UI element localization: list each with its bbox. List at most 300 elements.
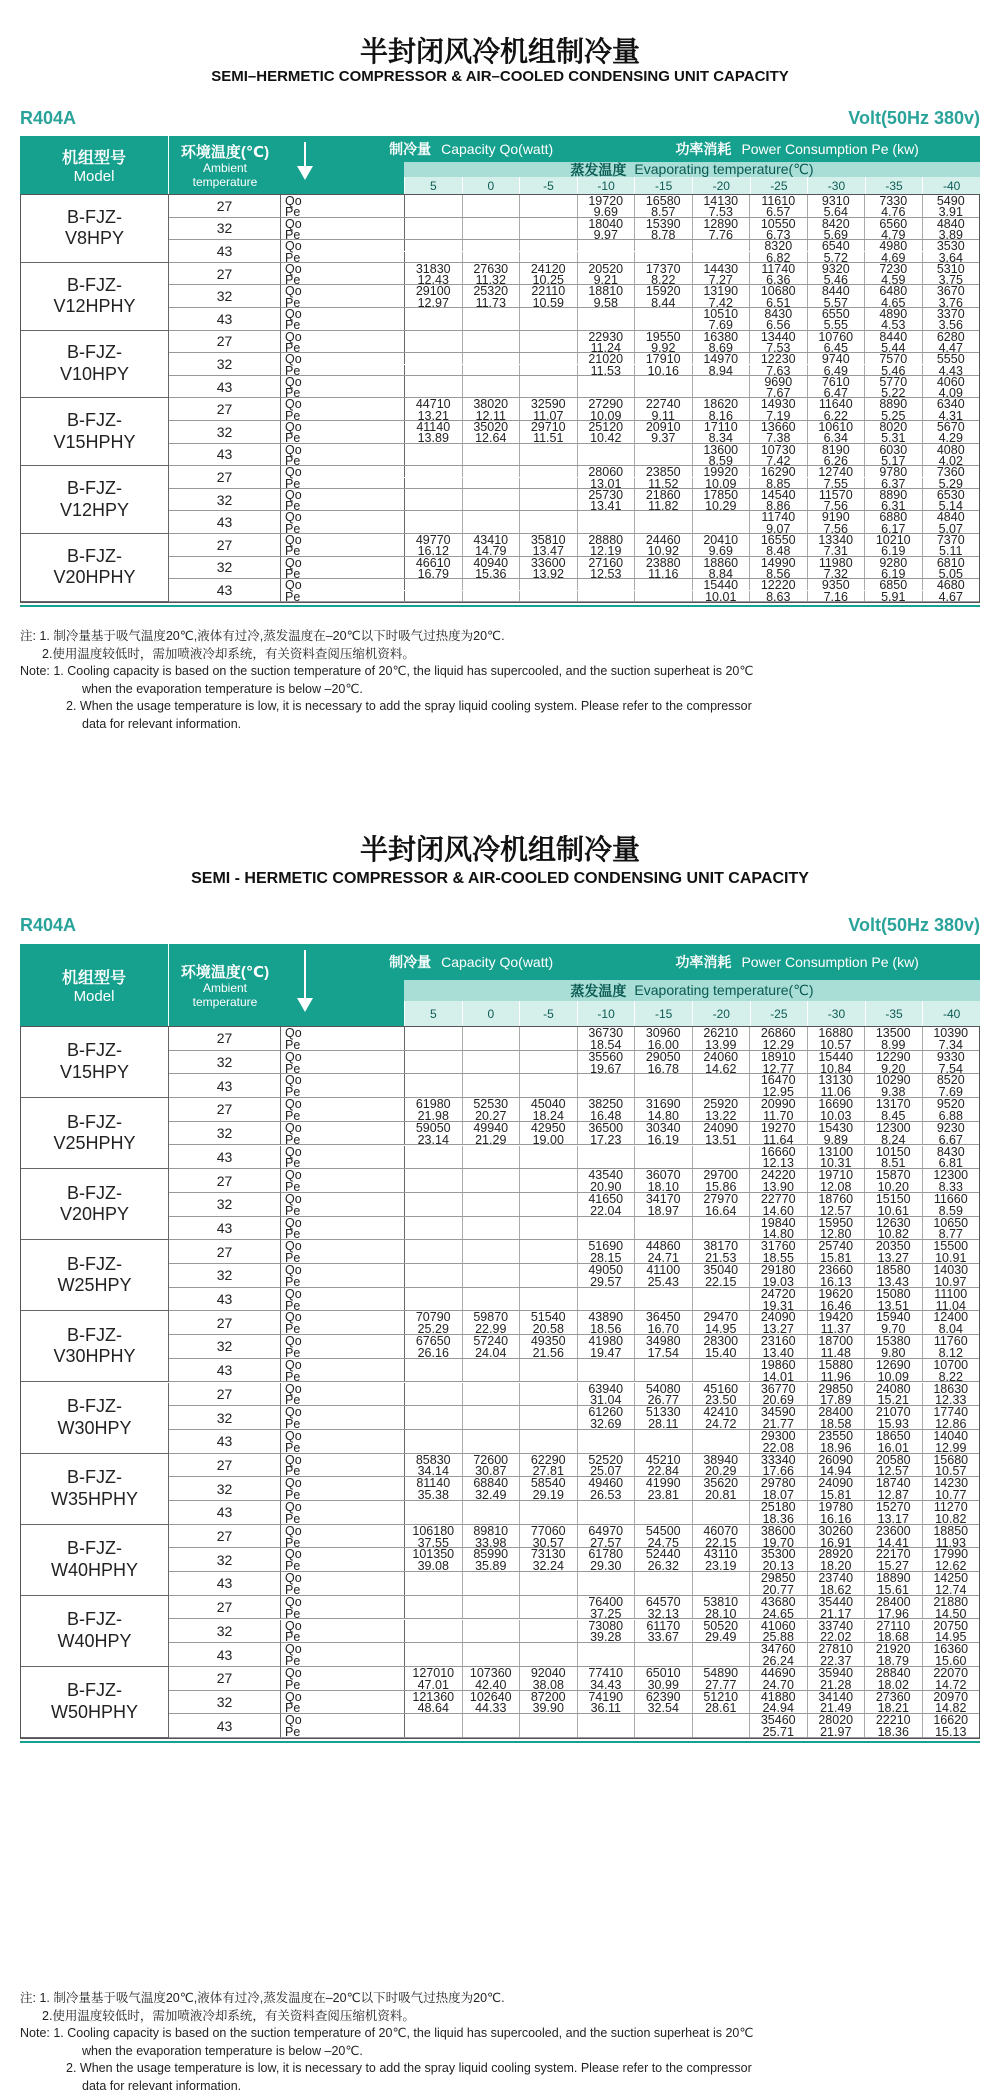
cell-value — [405, 1572, 463, 1584]
cell-value: 7570 — [865, 353, 923, 364]
data-row-pe — [281, 591, 979, 602]
cell-value: 9.21 — [578, 274, 636, 284]
data-row-pe — [281, 455, 979, 466]
cell-value — [635, 1442, 693, 1453]
cell-value: 106180 — [405, 1525, 463, 1537]
row-label: Qo — [281, 1596, 405, 1608]
model-name-line2: V12HPY — [59, 499, 130, 520]
cell-value — [405, 1157, 463, 1168]
data-row-qo — [281, 1027, 979, 1039]
header-model-zh: 机组型号 — [61, 150, 126, 167]
cell-value — [635, 1359, 693, 1371]
cell-value: 15.86 — [693, 1181, 751, 1192]
cell-value — [463, 1513, 521, 1524]
cell-value: 17850 — [693, 489, 751, 500]
cell-value: 34140 — [808, 1691, 866, 1703]
cell-value: 11610 — [750, 195, 808, 206]
cell-value: 34.14 — [405, 1465, 463, 1476]
cell-value: 102640 — [463, 1691, 521, 1703]
row-label: Pe — [281, 1228, 405, 1239]
cell-value: 6.47 — [808, 387, 866, 397]
cell-value: 12.97 — [405, 297, 463, 307]
cell-value: 6.82 — [750, 252, 808, 262]
cell-value — [463, 444, 521, 455]
model-name-line1: B-FJZ- — [67, 1182, 122, 1203]
cell-value: 41990 — [635, 1477, 693, 1489]
ambient-temp: 27 — [169, 263, 281, 286]
down-arrow-icon — [304, 142, 306, 178]
cell-value: 18.96 — [808, 1442, 866, 1453]
data-row-pe — [281, 478, 979, 489]
data-row-qo — [281, 1335, 979, 1347]
cell-value: 15.61 — [865, 1584, 923, 1595]
cell-value — [635, 1157, 693, 1168]
cell-value: 22110 — [520, 285, 578, 296]
cell-value: 36770 — [750, 1383, 808, 1395]
cell-value: 4060 — [936, 374, 965, 389]
cell-value — [520, 1288, 578, 1300]
ambient-temp: 32 — [169, 1477, 281, 1501]
cell-value: 16290 — [750, 466, 808, 477]
cell-value: 26.32 — [635, 1560, 693, 1571]
cell-value: 9.70 — [865, 1323, 923, 1334]
cell-value — [578, 1157, 636, 1168]
cell-value: 14.95 — [935, 1630, 967, 1645]
data-row-qo — [281, 1098, 979, 1110]
row-label: Pe — [281, 1134, 405, 1145]
cell-value: 85990 — [463, 1548, 521, 1560]
cell-value: 13130 — [808, 1074, 866, 1086]
data-row-pe — [281, 365, 979, 376]
cell-value: 22.15 — [693, 1537, 751, 1548]
cell-value — [463, 466, 521, 477]
cell-value — [635, 240, 693, 251]
cell-value: 16.79 — [405, 568, 463, 578]
model-name-line2: W40HPHY — [50, 1559, 139, 1580]
cell-value — [520, 319, 578, 329]
power-zh: 功率消耗 — [675, 954, 732, 970]
data-row-pe — [281, 1584, 979, 1596]
cell-value: 41100 — [635, 1264, 693, 1276]
cell-value: 19780 — [808, 1501, 866, 1513]
cell-value — [405, 1418, 463, 1429]
row-label: Pe — [281, 1465, 405, 1476]
cell-value — [635, 1430, 693, 1442]
cell-value: 51330 — [635, 1406, 693, 1418]
cell-value: 38170 — [693, 1240, 751, 1252]
cell-value — [693, 1572, 751, 1584]
row-label: Qo — [281, 1667, 405, 1679]
temp-columns — [404, 177, 980, 194]
ambient-temp: 43 — [169, 1146, 281, 1170]
data-row-pe — [281, 342, 979, 353]
cell-value: 14.82 — [935, 1701, 967, 1716]
cell-value: 8.45 — [865, 1110, 923, 1121]
cell-value: 18760 — [808, 1193, 866, 1205]
cell-value: 6.22 — [808, 410, 866, 420]
cell-value: 49460 — [578, 1477, 636, 1489]
cell-value: 10.57 — [808, 1039, 866, 1050]
model-name — [21, 1454, 169, 1525]
cell-value: 43680 — [750, 1596, 808, 1608]
cell-value — [463, 1442, 521, 1453]
model-name — [21, 466, 169, 534]
cell-value: 19840 — [750, 1217, 808, 1229]
row-label: Qo — [281, 1027, 405, 1039]
cell-value: 16.64 — [693, 1205, 751, 1216]
ambient-temp: 43 — [169, 579, 281, 602]
cell-value: 15.21 — [865, 1394, 923, 1405]
cell-value: 24.65 — [750, 1608, 808, 1619]
cell-value — [405, 387, 463, 397]
cell-value: 26.53 — [578, 1489, 636, 1500]
cell-value — [520, 353, 578, 364]
cell-value: 7.31 — [808, 545, 866, 555]
cell-value — [520, 229, 578, 239]
cell-value: 77060 — [520, 1525, 578, 1537]
cell-value: 7330 — [865, 195, 923, 206]
cell-value — [520, 240, 578, 251]
cell-value: 9350 — [808, 579, 866, 590]
ambient-temp: 32 — [169, 489, 281, 512]
temp-col-7: -30 — [807, 1001, 865, 1026]
cell-value: 19.70 — [750, 1537, 808, 1548]
cell-value: 15.60 — [935, 1654, 967, 1669]
model-name-line1: B-FJZ- — [67, 1040, 122, 1061]
cell-value: 8.22 — [635, 274, 693, 284]
cell-value: 15430 — [808, 1122, 866, 1134]
data-row-qo — [281, 557, 979, 568]
cell-value — [578, 308, 636, 319]
model-name-line1: B-FJZ- — [67, 477, 122, 498]
cell-value — [405, 1406, 463, 1418]
cell-value — [463, 1501, 521, 1513]
cell-value — [463, 1418, 521, 1429]
cell-value: 16.00 — [635, 1039, 693, 1050]
cell-value: 11760 — [933, 1334, 968, 1349]
cell-value — [520, 218, 578, 229]
cell-value: 21860 — [635, 489, 693, 500]
cell-value: 24460 — [635, 534, 693, 545]
cell-value — [520, 1086, 578, 1097]
temp-col-1: 0 — [462, 1001, 520, 1026]
cell-value: 9520 — [936, 1097, 965, 1112]
model-name-line2: W35HPHY — [50, 1488, 139, 1509]
cell-value: 25.07 — [578, 1465, 636, 1476]
cell-value — [463, 1193, 521, 1205]
cell-value — [520, 195, 578, 206]
cell-value: 20410 — [693, 534, 751, 545]
cell-value: 4080 — [936, 442, 965, 457]
cell-value — [520, 1193, 578, 1205]
cell-value: 13440 — [750, 331, 808, 342]
cell-value: 7.63 — [750, 365, 808, 375]
cell-value: 13190 — [693, 285, 751, 296]
cell-value: 9.92 — [635, 342, 693, 352]
cell-value: 10.01 — [693, 591, 751, 601]
cell-value: 8.85 — [750, 478, 808, 488]
cell-value: 11.04 — [935, 1298, 966, 1313]
cell-value: 10.31 — [808, 1157, 866, 1168]
cell-value: 7.19 — [750, 410, 808, 420]
cell-value: 5.11 — [939, 544, 963, 559]
cell-value: 27.57 — [578, 1537, 636, 1548]
cell-value: 32590 — [520, 398, 578, 409]
cell-value: 44710 — [405, 398, 463, 409]
cell-value: 27160 — [578, 557, 636, 568]
cell-value — [405, 1620, 463, 1632]
row-label: Pe — [281, 591, 405, 601]
row-label: Pe — [281, 1371, 405, 1382]
cell-value: 15440 — [808, 1051, 866, 1063]
cell-value: 27290 — [578, 398, 636, 409]
cell-value: 8020 — [865, 421, 923, 432]
cell-value — [635, 308, 693, 319]
cell-value: 39.08 — [405, 1560, 463, 1571]
cell-value: 13340 — [808, 534, 866, 545]
cell-value: 18700 — [808, 1335, 866, 1347]
cell-value: 21.28 — [808, 1679, 866, 1690]
cell-value: 16.46 — [808, 1300, 866, 1311]
row-label: Pe — [281, 500, 405, 510]
cell-value: 52520 — [578, 1454, 636, 1466]
cell-value: 6.67 — [938, 1132, 963, 1147]
data-row-pe — [281, 1418, 979, 1430]
cell-value — [463, 1051, 521, 1063]
cell-value: 9740 — [808, 353, 866, 364]
cell-value: 8.24 — [865, 1134, 923, 1145]
cell-value: 14.72 — [935, 1677, 967, 1692]
cell-value: 21020 — [578, 353, 636, 364]
cell-value: 18740 — [865, 1477, 923, 1489]
cell-value: 8430 — [750, 308, 808, 319]
note-line: data for relevant information. — [82, 2078, 242, 2093]
voltage-label: Volt(50Hz 380v) — [848, 108, 980, 128]
cell-value: 18.02 — [865, 1679, 923, 1690]
cell-value: 54890 — [693, 1667, 751, 1679]
cell-value — [405, 1501, 463, 1513]
data-row-qo — [281, 352, 979, 367]
row-label: Qo — [281, 489, 405, 500]
cell-value — [693, 240, 751, 251]
cell-value — [520, 1631, 578, 1642]
data-row-pe — [281, 205, 979, 220]
cell-value — [520, 1596, 578, 1608]
cell-value: 49050 — [578, 1264, 636, 1276]
cell-value: 51690 — [578, 1240, 636, 1252]
cell-value — [635, 1714, 693, 1726]
cell-value: 41140 — [405, 421, 463, 432]
data-row-qo — [281, 195, 979, 206]
cell-value — [405, 1205, 463, 1216]
header-model — [20, 136, 168, 194]
cell-value: 3.75 — [938, 273, 963, 288]
cell-value: 12.95 — [750, 1086, 808, 1097]
model-name — [21, 263, 169, 331]
data-row-qo — [281, 489, 979, 500]
cell-value: 22.37 — [808, 1655, 866, 1666]
row-label: Qo — [281, 1240, 405, 1252]
cell-value — [463, 342, 521, 352]
cell-value: 49770 — [405, 534, 463, 545]
capacity-en: Capacity Qo(watt) — [441, 141, 554, 157]
cell-value: 10.03 — [808, 1110, 866, 1121]
table-header — [20, 136, 980, 194]
row-label: Pe — [281, 1323, 405, 1334]
cell-value — [463, 591, 521, 601]
cell-value — [693, 1359, 751, 1371]
cell-value: 14130 — [693, 195, 751, 206]
row-label: Pe — [281, 365, 405, 375]
model-name-line1: B-FJZ- — [67, 1680, 122, 1701]
cell-value: 15380 — [865, 1335, 923, 1347]
cell-value — [693, 387, 751, 397]
model-name — [21, 1311, 169, 1382]
cell-value: 22210 — [865, 1714, 923, 1726]
ambient-temp: 32 — [169, 1620, 281, 1644]
cell-value — [520, 1217, 578, 1229]
cell-value — [520, 478, 578, 488]
row-label: Qo — [281, 195, 405, 206]
model-name-line1: B-FJZ- — [67, 1538, 122, 1559]
cell-value — [463, 1228, 521, 1239]
cell-value — [693, 1501, 751, 1513]
cell-value: 85830 — [405, 1454, 463, 1466]
cell-value: 8890 — [865, 489, 923, 500]
cell-value — [693, 1228, 751, 1239]
row-label: Qo — [281, 1548, 405, 1560]
cell-value — [635, 1146, 693, 1158]
model-name — [21, 1027, 169, 1098]
model-name-line1: B-FJZ- — [67, 1111, 122, 1132]
cell-value: 7.53 — [693, 206, 751, 216]
cell-value: 17.89 — [808, 1394, 866, 1405]
cell-value — [463, 478, 521, 488]
row-label: Qo — [281, 1074, 405, 1086]
cell-value: 14930 — [750, 398, 808, 409]
cell-value: 33600 — [520, 557, 578, 568]
cell-value: 16360 — [933, 1642, 969, 1657]
cell-value: 4.09 — [938, 386, 963, 401]
cell-value: 14.95 — [693, 1323, 751, 1334]
row-label: Qo — [281, 1383, 405, 1395]
cell-value: 27.77 — [693, 1679, 751, 1690]
cell-value: 12.43 — [405, 274, 463, 284]
cell-value: 8.34 — [693, 432, 751, 442]
cell-value — [405, 500, 463, 510]
cell-value — [463, 1584, 521, 1595]
cell-value: 24.71 — [635, 1252, 693, 1263]
cell-value — [578, 579, 636, 590]
ambient-temp: 27 — [169, 1454, 281, 1478]
row-label: Qo — [281, 1169, 405, 1181]
cell-value: 47.01 — [405, 1679, 463, 1690]
note-line: 2.使用温度较低时，需加喷液冷却系统，有关资料查阅压缩机资料。 — [42, 2008, 415, 2023]
cell-value: 17.96 — [865, 1608, 923, 1619]
cell-value — [578, 1086, 636, 1097]
cell-value: 11.93 — [935, 1535, 966, 1550]
row-label: Qo — [281, 398, 405, 409]
cell-value: 18810 — [578, 285, 636, 296]
ambient-temp: 43 — [169, 1714, 281, 1738]
ambient-temp: 43 — [169, 1643, 281, 1667]
row-label: Qo — [281, 331, 405, 342]
model-name-line2: V15HPY — [59, 1062, 130, 1083]
cell-value — [405, 1169, 463, 1181]
cell-value: 13.40 — [750, 1347, 808, 1358]
cell-value — [693, 523, 751, 533]
model-name-line1: B-FJZ- — [67, 1395, 122, 1416]
data-row-pe — [281, 1039, 979, 1051]
cell-value: 10.16 — [635, 365, 693, 375]
cell-value: 32.13 — [635, 1608, 693, 1619]
temp-col-8: -35 — [865, 177, 923, 194]
data-row-pe — [281, 1300, 979, 1312]
data-row-pe — [281, 499, 979, 514]
ambient-temp: 27 — [169, 398, 281, 421]
model-name-line1: B-FJZ- — [67, 1324, 122, 1345]
cell-value: 11.32 — [463, 274, 521, 284]
model-name — [21, 398, 169, 466]
cell-value: 67650 — [405, 1335, 463, 1347]
cell-value: 4.65 — [865, 297, 923, 307]
cell-value: 18.10 — [635, 1181, 693, 1192]
cell-value — [520, 1430, 578, 1442]
cell-value: 25.71 — [750, 1726, 808, 1737]
cell-value: 11740 — [750, 511, 808, 522]
data-row-qo — [281, 1714, 979, 1726]
cell-value — [405, 1714, 463, 1726]
cell-value: 7.54 — [938, 1061, 963, 1076]
data-row-pe — [281, 1347, 979, 1359]
cell-value: 23740 — [808, 1572, 866, 1584]
cell-value — [463, 1655, 521, 1666]
cell-value — [463, 218, 521, 229]
cell-value — [405, 229, 463, 239]
data-row-pe — [281, 1371, 979, 1383]
cell-value — [405, 240, 463, 251]
cell-value: 3.56 — [938, 318, 963, 333]
cell-value: 9690 — [750, 376, 808, 387]
cell-value: 6.17 — [865, 523, 923, 533]
ambient-temp: 43 — [169, 1217, 281, 1241]
cell-value — [578, 1726, 636, 1737]
temp-col-2: -5 — [519, 1001, 577, 1026]
cell-value: 24.94 — [750, 1702, 808, 1713]
cell-value: 6340 — [936, 397, 965, 412]
cell-value — [463, 376, 521, 387]
data-row-qo — [281, 1193, 979, 1205]
cell-value — [693, 1217, 751, 1229]
temp-col-4: -15 — [634, 177, 692, 194]
cell-value: 9.07 — [750, 523, 808, 533]
ambient-temp: 27 — [169, 1098, 281, 1122]
row-label: Pe — [281, 1560, 405, 1571]
ambient-temp: 32 — [169, 1406, 281, 1430]
cell-value: 24.04 — [463, 1347, 521, 1358]
cell-value: 13.27 — [750, 1323, 808, 1334]
cell-value — [520, 1394, 578, 1405]
cell-value: 26090 — [808, 1454, 866, 1466]
cell-value: 6.31 — [865, 500, 923, 510]
cell-value: 15080 — [865, 1288, 923, 1300]
model-name — [21, 331, 169, 399]
cell-value: 20.77 — [750, 1584, 808, 1595]
row-label: Qo — [281, 1359, 405, 1371]
cell-value — [405, 444, 463, 455]
cell-value: 19720 — [578, 195, 636, 206]
cell-value: 5.46 — [808, 274, 866, 284]
